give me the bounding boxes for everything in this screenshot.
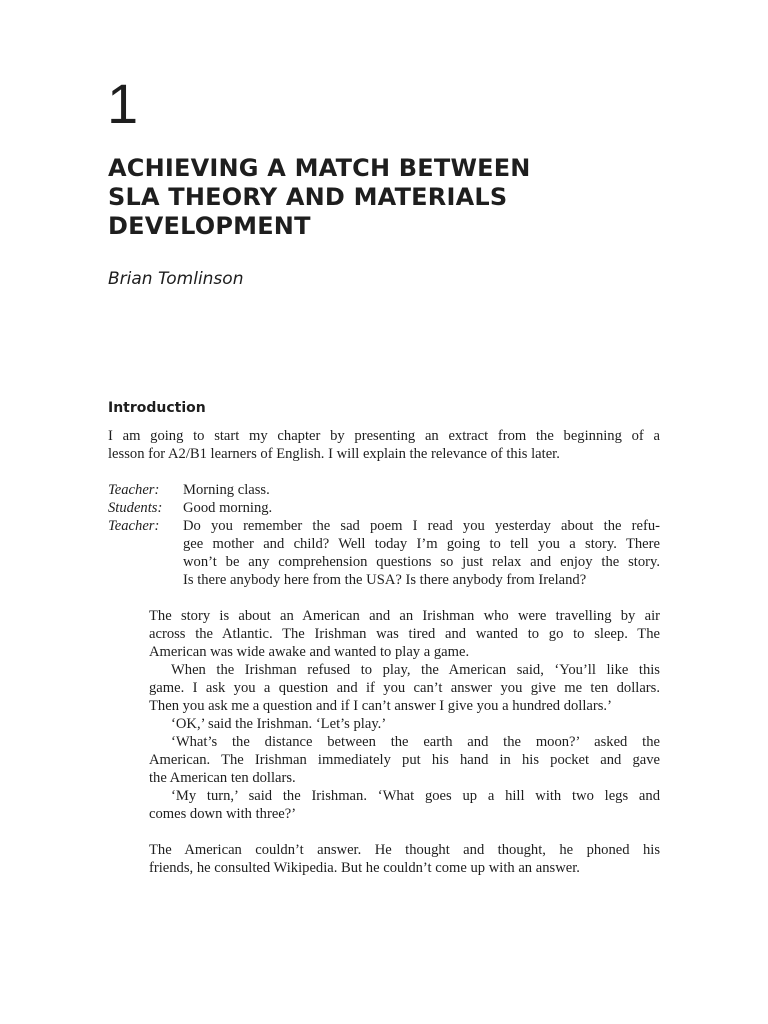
story-paragraph (149, 607, 660, 661)
intro-paragraph (108, 427, 660, 463)
text-line: game. I ask you a question and if you can’t answer you give me ten dollars. (149, 680, 660, 696)
speech-line: gee mother and child? Well today I’m going to tell you a story. There (183, 536, 660, 552)
story-paragraph (149, 841, 660, 877)
text-line: American. The Irishman immediately put his hand in his pocket and gave (149, 752, 660, 768)
text-line: comes down with three?’ (149, 806, 297, 822)
speech-line: Good morning. (183, 500, 273, 516)
speech-line: won’t be any comprehension questions so just relax and enjoy the story. (183, 554, 660, 570)
story-paragraph (149, 715, 660, 733)
dialogue-turn (108, 517, 660, 589)
text-line: ‘My turn,’ said the Irishman. ‘What goes up a hill with two legs and (171, 788, 660, 804)
chapter-title-line: DEVELOPMENT (108, 212, 311, 240)
text-line: I am going to start my chapter by presenting an extract from the beginning of a (108, 428, 660, 444)
story-text (149, 607, 660, 877)
text-line: The American couldn’t answer. He thought and thought, he phoned his (149, 842, 660, 858)
speech-line: Morning class. (183, 482, 270, 498)
chapter-title-line: ACHIEVING A MATCH BETWEEN (108, 154, 531, 182)
chapter-number: 1 (107, 72, 139, 135)
dialogue-transcript (108, 481, 660, 589)
chapter-title (108, 154, 668, 241)
text-line: ‘OK,’ said the Irishman. ‘Let’s play.’ (171, 716, 387, 732)
story-paragraph (149, 733, 660, 787)
dialogue-turn (108, 499, 660, 517)
chapter-title-line: SLA THEORY AND MATERIALS (108, 183, 508, 211)
section-heading-introduction: Introduction (108, 400, 206, 416)
text-line: When the Irishman refused to play, the American said, ‘You’ll like this (171, 662, 660, 678)
text-line: Then you ask me a question and if I can’t answer I give you a hundred dollars.’ (149, 698, 612, 714)
text-line: the American ten dollars. (149, 770, 296, 786)
text-line: across the Atlantic. The Irishman was tired and wanted to go to sleep. The (149, 626, 660, 642)
paragraph-gap (149, 823, 660, 841)
story-paragraph (149, 787, 660, 823)
story-paragraph (149, 661, 660, 715)
speaker-label: Students: (108, 500, 163, 516)
speaker-label: Teacher: (108, 518, 160, 534)
dialogue-turn (108, 481, 660, 499)
text-line: friends, he consulted Wikipedia. But he couldn’t come up with an answer. (149, 860, 580, 876)
author-name: Brian Tomlinson (108, 269, 244, 289)
speech-line: Is there anybody here from the USA? Is there anybody from Ireland? (183, 572, 587, 588)
text-line: lesson for A2/B1 learners of English. I will explain the relevance of this later. (108, 446, 560, 462)
speaker-label: Teacher: (108, 482, 160, 498)
text-line: ‘What’s the distance between the earth and the moon?’ asked the (171, 734, 660, 750)
speech-line: Do you remember the sad poem I read you yesterday about the refu- (183, 518, 660, 534)
text-line: The story is about an American and an Irishman who were travelling by air (149, 608, 660, 624)
text-line: American was wide awake and wanted to play a game. (149, 644, 470, 660)
